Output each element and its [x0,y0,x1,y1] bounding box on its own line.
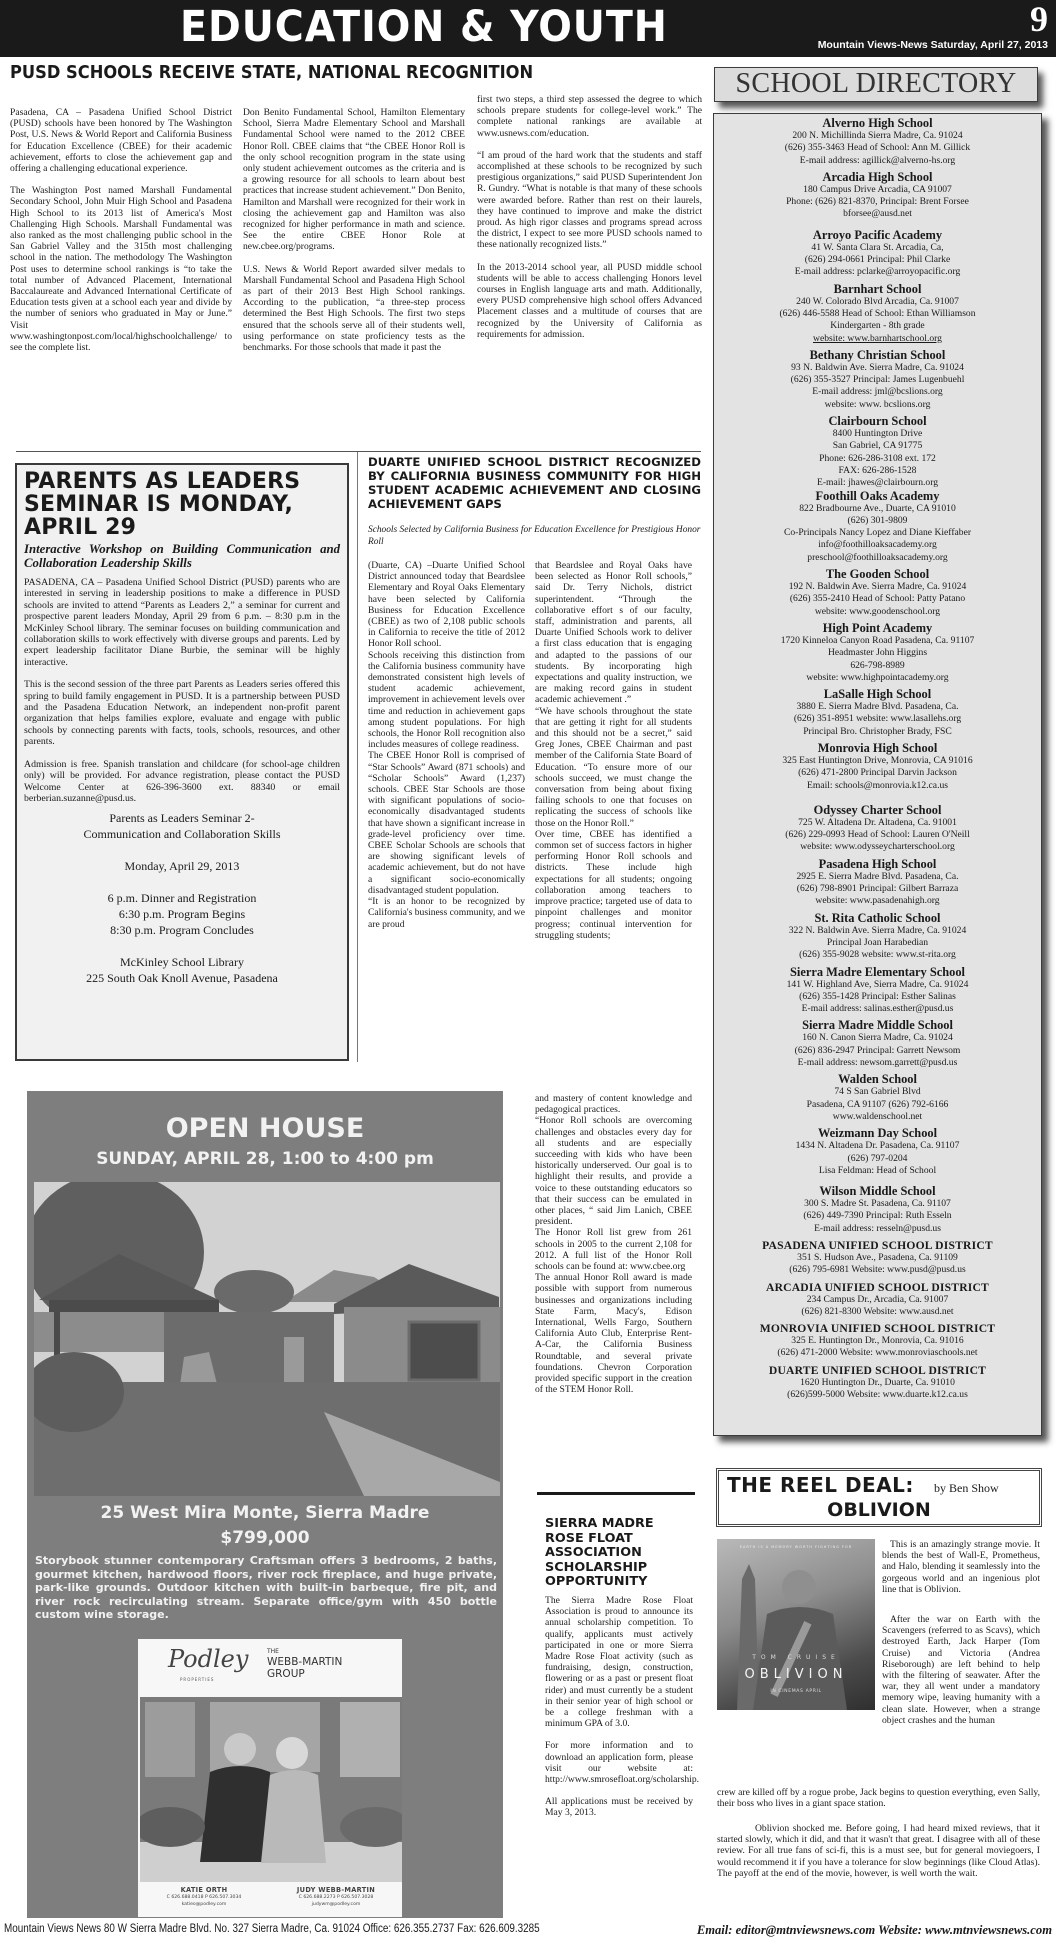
group-name-line2: GROUP [267,1668,305,1680]
school-entry [714,1019,1041,1069]
school-entry [714,858,1041,908]
school-name: Weizmann Day School [817,1126,938,1141]
school-name: Walden School [838,1072,917,1087]
school-entry [714,283,1041,345]
school-info: 325 East Huntington Drive, Monrovia, CA 91016 [782,754,973,766]
school-website: www.waldenschool.net [832,1110,923,1122]
paragraph: U.S. News & World Report awarded silver medals to Marshall Fundamental School and Pasadena High School as part of their 2013 Best High School rankings. According to the publication, “a three-step process determined the Best High Schools. The first two steps ensured that the schools serve all of their students well, using performance on state proficiency tests as the benchmarks. For those schools that made it past the [243,263,465,354]
paragraph: Admission is free. Spanish translation and childcare (for school-age children only) will be provided. For advance registration, please contact the PUSD Welcome Center at 626-396-3600 ext. 88340 or email berberian.suzanne@pusd.us. [24,758,340,804]
school-info: (626) 351-8951 website: www.lasallehs.org [793,713,962,725]
pusd-article-col1 [10,107,232,353]
district-name: ARCADIA UNIFIED SCHOOL DISTRICT [766,1280,989,1294]
agents-photo [140,1697,402,1882]
review-paragraph-continued: crew are killed off by a rogue probe, Jack begins to question everything, even Sally, their boss who lives in a giant space station. [717,1787,1040,1810]
agent-name: KATIE ORTH [180,1886,228,1894]
school-website: website: www.pasadenahigh.org [815,895,940,907]
footer-contact: Mountain Views News 80 W Sierra Madre Blvd. No. 327 Sierra Madre, Ca. 91024 Office: 626.355.2737 Fax: 626.609.3285 [4,1923,540,1935]
paragraph: and mastery of content knowledge and pedagogical practices. [535,1093,692,1116]
paragraph: that Beardslee and Royal Oaks have been selected as Honor Roll schools,” said Dr. Terry Nichols, district superintendent. “Through the collaborative effort s of our faculty, staff, administration and parents, all Duarte Unified Schools work to deliver a first class education that is engaging and adapted to the passions of our students. By incorporating high expectations and quality instruction, we are making record gains in student academic achievement .” [535,560,692,706]
school-entry [714,622,1041,684]
parents-body [24,577,340,804]
school-info: (626) 355-1428 Principal: Esther Salinas [799,990,956,1002]
school-email: info@foothilloaksacademy.org [818,539,937,551]
parents-subtitle: Interactive Workshop on Building Communication and Collaboration Leadership Skills [24,542,340,570]
duarte-headline: DUARTE UNIFIED SCHOOL DISTRICT RECOGNIZED BY CALIFORNIA BUSINESS COMMUNITY FOR HIGH STUDENT ACADEMIC ACHIEVEMENT AND CLOSING ACHIEVEMENT GAPS [368,455,701,511]
reel-deal-title: THE REEL DEAL: [727,1473,914,1497]
agent-name: JUDY WEBB-MARTIN [296,1886,376,1894]
house-photo [34,1182,500,1496]
school-email: E-mail: jhawes@clairbourn.org [816,477,939,489]
paragraph: This is the second session of the three part Parents as Leaders series offered this spring to build family engagement in PUSD. It is a partnership between PUSD and the Pasadena Education Network, an independent non-profit parent organization that helps families explore, evaluate and engage with public schools by connecting parents with facts, tools, schools, resources, and other parents. [24,679,340,748]
school-info: (626) 355-3527 Principal: James Lugenbuehl [790,374,965,386]
district-info: 325 E. Huntington Dr., Monrovia, Ca. 91016 [791,1335,964,1347]
district-name: MONROVIA UNIFIED SCHOOL DISTRICT [759,1322,996,1336]
school-email: E-mail address: pclarke@arroyopacific.org [794,266,961,278]
school-name: Odyssey Charter School [813,802,942,817]
event-date: Monday, April 29, 2013 [124,859,240,874]
school-entry [714,1185,1041,1235]
school-info: (626) 449-7390 Principal: Ruth Esseln [803,1210,952,1222]
school-info: (626) 355-9028 website: www.st-rita.org [799,949,956,961]
paragraph: “Honor Roll schools are overcoming challenges and obstacles every day for all students and are especially succeeding with kids who have been historically underserved. Our goal is to highlight their results, and provide a voice to these outstanding educators so that their success can be emulated in other places, “ said Jim Lanich, CBEE president. [535,1115,692,1228]
school-name: Clairbourn School [828,414,927,429]
school-info: 141 W. Highland Ave, Sierra Madre, Ca. 91024 [786,978,969,990]
footer-web-links[interactable]: Email: editor@mtnviewsnews.com Website: www.mtnviewsnews.com [696,1923,1052,1937]
poster-title: OBLIVION [744,1667,848,1682]
school-info: 41 W. Santa Clara St. Arcadia, Ca, [811,241,944,253]
school-info: San Gabriel, CA 91775 [832,440,923,452]
school-name: Sierra Madre Middle School [802,1018,953,1033]
school-entry [714,804,1041,854]
school-info: Phone: (626) 821-8370, Principal: Brent Forsee [786,196,969,208]
property-price: $799,000 [220,1528,310,1548]
school-name: Arcadia High School [822,169,933,184]
poster-tagline: EARTH IS A MEMORY WORTH FIGHTING FOR [739,1545,853,1549]
horizontal-divider [16,451,701,452]
district-info: (626)599-5000 Website: www.duarte.k12.ca.us [787,1389,968,1401]
district-info: 234 Campus Dr., Arcadia, Ca. 91007 [806,1293,949,1305]
group-name-line1: WEBB-MARTIN [267,1656,343,1668]
school-info: 93 N. Baldwin Ave. Sierra Madre, Ca. 91024 [791,361,964,373]
district-name: PASADENA UNIFIED SCHOOL DISTRICT [762,1239,993,1252]
school-entry [714,912,1041,962]
section-divider [537,1492,695,1495]
poster-figure-icon [717,1539,875,1710]
school-info: Principal Joan Harabedian [826,936,929,948]
school-info: FAX: 626-286-1528 [838,464,917,476]
agents-illustration-icon [140,1697,402,1882]
paragraph: first two steps, a third step assessed the degree to which schools prepare students for college-level work.” The complete national rankings are available at www.usnews.com/education. [477,94,702,139]
event-address: 225 South Oak Knoll Avenue, Pasadena [86,971,278,986]
review-paragraph: After the war on Earth with the Scavengers (referred to as Scavs), which destroyed Earth, Jack Harper (Tom Cruise) and Victoria (Andrea Riseborough) are left behind to help with the filtering of seawater. After the war, they all went under a mandatory memory wipe, leaving humanity with a clean slate. However, when a strange object crashes and the human [882,1614,1040,1726]
agent-card [138,1639,402,1917]
paragraph: Don Benito Fundamental School, Hamilton Elementary School, Sierra Madre Elementary School and Marshall Fundamental School were named to the 2012 CBEE Honor Roll. CBEE claims that “the CBEE Honor Roll is the only school recognition program in the state using only student achievement outcomes as the criteria and is a growing resource for all schools to learn about best practices that increase student achievement.” Don Benito, Hamilton and Marshall were recognized for their work in closing the achievement gap and Hamilton was also recognized for higher performance in math and science. See the entire CBEE Honor Role at new.cbee.org/programs. [243,107,465,253]
school-info: (626) 355-2410 Head of School: Patty Patano [789,593,966,605]
school-info: Co-Principals Nancy Lopez and Diane Kieffaber [783,527,972,539]
school-email: E-mail address: jml@bcslions.org [812,386,943,398]
school-info: (626) 836-2947 Principal: Garrett Newsom [794,1044,961,1056]
group-name [267,1656,342,1680]
paragraph: PASADENA, CA – Pasadena Unified School District (PUSD) parents who are interested in serving in leadership positions to make a difference in PUSD schools are invited to attend “Parents as Leaders 2,” a seminar for current and prospective parent leaders Monday, April 29 from 6 p.m. – 8:30 p.m in the McKinley School library. The seminar focuses on building communication and collaboration skills to work effectively with diverse groups and parents. Led by expert leadership facilitator Diane Burbie, the seminar will be highly interactive. [24,577,340,668]
paragraph: The CBEE Honor Roll is comprised of “Star Schools” Award (871 schools) and “Scholar Schools” Award (1,237) schools. CBEE Star Schools are those with significant populations of socio-economically disadvantaged students that have shown a significant increase in grade-level proficiency over time. CBEE Scholar Schools are schools that are showing significant levels of academic achievement, but do not have a significant socio-economically disadvantaged student population. [368,750,525,896]
district-entry [714,1322,1041,1360]
agent-email[interactable]: judywm@podley.com [311,1902,361,1907]
parents-as-leaders-box [15,463,349,1061]
district-info: (626) 471-2000 Website: www.monroviaschools.net [777,1347,978,1359]
school-entry [714,117,1041,167]
paragraph: Pasadena, CA – Pasadena Unified School District (PUSD) schools have been honored by The Washington Post, U.S. News & World Report and California Business for Education Excellence (CBEE) for their academic achievement, efforts to close the achievement gap and offering a challenging educational experience. [10,107,232,175]
school-entry [714,966,1041,1016]
school-name: Sierra Madre Elementary School [790,964,965,979]
school-name: LaSalle High School [823,687,932,702]
paragraph: The Sierra Madre Rose Float Association is proud to announce its annual scholarship competition. To qualify, applicants must actively participated in one or more Sierra Madre Rose Float activity (such as fundraising, design, construction, flowering or as a past or present float rider) and must currently be a student in their senior year of high school or be a college freshman with a minimum GPA of 3.0. [545,1595,693,1730]
school-website: website: www.odysseycharterschool.org [800,841,955,853]
paragraph: The Washington Post named Marshall Fundamental Secondary School, John Muir High School and Pasadena High School to its 2013 list of America's Most Challenging High Schools. Marshall Fundamental was also ranked as the most challenging public school in the San Gabriel Valley and the 315th most challenging school in the nation. The methodology The Washington Post uses to determine school rankings is “to take the total number of Advanced Placement, International Baccalaureate and Advanced International Certificate of Education tests given at a school each year and divide by the number of seniors who graduated in May or June.” Visit www.washingtonpost.com/local/highschoolchallenge/ to see the complete list. [10,185,232,354]
duarte-article-col1 [368,560,525,930]
property-address: 25 West Mira Monte, Sierra Madre [100,1503,430,1523]
agent-phones: C 626.688.0418 P 626.507.3034 [166,1895,242,1900]
school-info: 8400 Huntington Drive [832,428,923,440]
school-info: 2925 E. Sierra Madre Blvd. Pasadena, Ca. [796,870,959,882]
movie-title: OBLIVION [827,1499,931,1521]
duarte-subtitle: Schools Selected by California Business for Education Excellence for Prestigious Honor Roll [368,525,701,547]
school-name: Arroyo Pacific Academy [812,227,943,242]
school-name: Monrovia High School [817,740,938,755]
school-website-link[interactable]: website: www.barnhartschool.org [813,332,942,344]
school-info: Principal Bro. Christopher Brady, FSC [803,725,952,737]
school-entry [714,229,1041,279]
podley-logo: Podley [168,1645,249,1673]
school-info: (626) 446-5588 Head of School: Ethan Williamson [779,307,976,319]
school-directory-list [713,113,1042,1436]
page-number: 9 [1030,0,1048,39]
district-info: (626) 795-6981 Website: www.pusd@pusd.us [789,1264,966,1276]
school-email: bforsee@ausd.net [843,208,912,220]
rose-float-body [545,1595,700,1819]
school-entry [714,1073,1041,1123]
pusd-headline: PUSD SCHOOLS RECEIVE STATE, NATIONAL RECOGNITION [10,63,534,83]
district-info: 351 S. Hudson Ave., Pasadena, Ca. 91109 [797,1252,958,1263]
reel-deal-byline: by Ben Show [934,1481,999,1495]
paragraph: The Honor Roll list grew from 261 schools in 2005 to the current 2,108 for 2012. A full list of the Honor Roll schools can be found at: www.cbee.org [535,1227,692,1273]
event-schedule-item: 6:30 p.m. Program Begins [118,907,246,922]
reel-deal-header [716,1468,1042,1527]
paragraph: Over time, CBEE has identified a common set of success factors in higher performing Honor Roll schools and districts. These include high expectations for all students; ongoing collaboration among teachers to improve practice; targeted use of data to pinpoint challenges and monitor progress; continual intervention for struggling students; [535,828,692,941]
school-info: 160 N. Canon Sierra Madre, Ca. 91024 [802,1032,953,1044]
school-info: 322 N. Baldwin Ave. Sierra Madre, Ca. 91024 [788,924,967,936]
school-entry [714,568,1041,618]
school-name: Barnhart School [833,281,922,296]
agent-katie-orth [138,1886,270,1908]
paragraph: (Duarte, CA) –Duarte Unified School District announced today that Beardslee Elementary and Royal Oaks Elementary have been selected by California Business for Education Excellence (CBEE) as two of 2,108 public schools in California to receive the title of 2012 Honor Roll school. [368,560,525,650]
poster-release: IN CINEMAS APRIL [770,1689,822,1694]
school-info: Headmaster John Higgins [827,647,928,659]
school-name: St. Rita Catholic School [814,910,941,925]
district-entry [714,1281,1041,1319]
school-name: Alverno High School [822,116,933,130]
school-info: (626) 301-9809 [847,514,908,526]
open-house-ad [27,1091,503,1918]
event-schedule-item: 6 p.m. Dinner and Registration [107,891,257,906]
district-info: 1620 Huntington Dr., Duarte, Ca. 91010 [800,1376,955,1388]
district-entry [714,1364,1041,1402]
vertical-divider [357,452,358,1062]
section-title: EDUCATION & YOUTH [180,2,668,52]
school-info: (626) 798-8901 Principal: Gilbert Barraza [796,883,959,895]
paragraph: For more information and to download an application form, please visit our website at: http://www.smrosefloat.org/scholarship. [545,1740,700,1786]
school-info: Phone: 626-286-3108 ext. 172 [819,452,936,464]
paragraph: “I am proud of the hard work that the students and staff accomplished at these schools to be recognized by such prestigious organizations,” said PUSD Superintendent Jon R. Gundry. “What is notable is that many of these schools were awarded before. Rather than rest on their laurels, they have continued to improve and make the district proud. As high rigor classes and programs spread across the district, I expect to see more PUSD schools named to these nationally recognized lists.” [477,149,702,251]
school-name: High Point Academy [822,620,933,635]
district-info: (626) 821-8300 Website: www.ausd.net [801,1305,954,1317]
school-entry [714,349,1041,411]
duarte-article-col2 [535,560,692,941]
open-house-title: OPEN HOUSE [165,1113,365,1144]
paragraph: The annual Honor Roll award is made possible with support from numerous businesses and organizations including State Farm, Macy's, Edison International, Wells Fargo, Southern California Auto Club, Enterprise Rent-A-Car, the California Business Roundtable, and several private foundations. Chevron Corporation provided specific support in the creation of the STEM Honor Roll. [535,1272,692,1396]
pusd-article-col2 [243,107,465,353]
school-info: 300 S. Madre St. Pasadena, Ca. 91107 [804,1198,951,1210]
school-name: Bethany Christian School [809,347,946,362]
paper-date: Mountain Views-News Saturday, April 27, 2013 [817,39,1048,51]
poster-actor: TOM CRUISE [752,1654,840,1661]
school-email: E-mail address: agillick@alverno-hs.org [799,154,956,166]
paragraph: “It is an honor to be recognized by California's business community, and we are proud [368,896,525,930]
school-info: 1720 Kinneloa Canyon Road Pasadena, Ca. 91107 [780,634,975,646]
school-directory-title: SCHOOL DIRECTORY [714,67,1038,102]
school-email: E-mail address: salinas.esther@pusd.us [801,1003,954,1015]
group-the: THE [267,1648,279,1655]
school-info: (626) 355-3463 Head of School: Ann M. Gillick [784,142,971,154]
parents-title: PARENTS AS LEADERS SEMINAR IS MONDAY, APRIL 29 [24,469,301,540]
school-info: 200 N. Michillinda Sierra Madre, Ca. 91024 [792,130,963,141]
school-info: Pasadena, CA 91107 (626) 792-6166 [806,1098,949,1110]
house-illustration-icon [34,1182,500,1496]
school-entry [714,1127,1041,1177]
school-email: Email: schools@monrovia.k12.ca.us [807,779,948,791]
paragraph: All applications must be received by May 3, 2013. [545,1796,693,1819]
school-info: 626-798-8989 [850,659,905,671]
school-info: (626) 471-2800 Principal Darvin Jackson [798,767,957,779]
school-name: Pasadena High School [818,856,937,871]
school-info: 192 N. Baldwin Ave. Sierra Madre, Ca. 91024 [788,581,967,593]
school-name: Foothill Oaks Academy [815,488,940,503]
school-info: 1434 N. Altadena Dr. Pasadena, Ca. 91107 [795,1140,960,1152]
pusd-article-col3 [477,94,702,340]
movie-poster [717,1539,875,1710]
district-entry [714,1239,1041,1277]
event-venue: McKinley School Library [120,955,244,970]
district-name: DUARTE UNIFIED SCHOOL DISTRICT [768,1363,987,1377]
event-name-line1: Parents as Leaders Seminar 2- [109,811,255,826]
school-info: 74 S San Gabriel Blvd [834,1086,921,1098]
agent-email[interactable]: katieo@podley.com [181,1902,227,1907]
school-website: website: www.goodenschool.org [814,605,941,617]
school-info: (626) 797-0204 [847,1152,908,1164]
school-email: preschool@foothilloaksacademy.org [807,551,948,563]
school-name: The Gooden School [825,567,930,582]
school-entry [714,490,1041,564]
school-entry [714,742,1041,792]
property-description: Storybook stunner contemporary Craftsman offers 3 bedrooms, 2 baths, gourmet kitchen, hardwood floors, river rock fireplace, and huge private, park-like grounds. Outdoor kitchen with built-in barbeque, fire pit, and river rock recirculating stream. Separate office/gym with 450 bottle custom wine storage. [35,1554,497,1621]
school-info: 180 Campus Drive Arcadia, CA 91007 [803,183,952,195]
school-info: 240 W. Colorado Blvd Arcadia, Ca. 91007 [796,295,959,307]
school-entry [714,415,1041,489]
paragraph: “We have schools throughout the state that are getting it right for all students and this should not be a secret,” said Greg Jones, CBEE Chairman and past member of the California State Board of Education. “To ensure more of our schools succeed, we must change the conversation from being about fixing failing schools to one that focuses on replicating the success of schools like those on the Honor Roll.” [535,705,692,829]
school-name: Wilson Middle School [819,1184,936,1199]
masthead-bar [0,0,1056,57]
school-info: (626) 229-0993 Head of School: Lauren O'Neill [785,829,970,841]
school-info: 822 Bradbourne Ave., Duarte, CA 91010 [799,502,956,514]
review-paragraph: Oblivion shocked me. Before going, I had heard mixed reviews, that it started slowly, which it did, and that it wasn't that great. I disagree with all of these review. For all true fans of sci-fi, this is a must see, but for general moviegoers, I would recommend it if you have a tolerance for slow beginnings (like Cloud Atlas). The payoff at the end of the movie, however, is well worth the wait. [717,1823,1040,1879]
school-info: Kindergarten - 8th grade [830,320,925,332]
agent-phones: C 626.688.2273 P 626.507.3028 [298,1895,374,1900]
page-footer [0,1922,1056,1941]
school-info: (626) 294-0661 Principal: Phil Clarke [804,254,951,266]
school-website: website: www.highpointacademy.org [806,671,949,683]
school-email-link[interactable]: E-mail address: resseln@pusd.us [814,1222,941,1234]
school-entry [714,688,1041,738]
school-website: website: www. bcslions.org [824,398,931,410]
rose-float-headline: SIERRA MADRE ROSE FLOAT ASSOCIATION SCHOLARSHIP OPPORTUNITY [545,1516,654,1589]
paragraph: In the 2013-2014 school year, all PUSD middle school students will be able to access challenging Honors level courses in English language arts and math. Additionally, every PUSD comprehensive high school offers Advanced Placement classes and a multitude of courses that are recognized by the University of California as requirements for admission. [477,261,702,340]
school-entry [714,171,1041,221]
school-info: Lisa Feldman: Head of School [818,1164,937,1176]
school-info: 3880 E. Sierra Madre Blvd. Pasadena, Ca. [796,701,959,713]
review-paragraph: This is an amazingly strange movie. It blends the best of Wall-E, Prometheus, and Halo, blending it seamlessly into the gorgeous world and an ingenious plot line that is Oblivion. [882,1539,1040,1595]
event-schedule-item: 8:30 p.m. Program Concludes [110,923,254,938]
school-email: E-mail address: newsom.garrett@pusd.us [797,1057,958,1069]
agent-judy-webb-martin [270,1886,402,1908]
event-details [24,810,340,986]
paragraph: Schools receiving this distinction from the California business community have demonstrated consistent high levels of student academic achievement, improvement in achievement levels over time and reduction in achievement gaps among student populations. For high schools, the Honor Roll recognition also includes measures of college readiness. [368,649,525,751]
duarte-article-col2-continued [535,1093,692,1395]
school-info: 725 W. Altadena Dr. Altadena, Ca. 91001 [798,816,957,828]
event-name-line2: Communication and Collaboration Skills [83,827,281,842]
open-house-date: SUNDAY, APRIL 28, 1:00 to 4:00 pm [96,1149,434,1169]
podley-logo-sub: PROPERTIES [180,1677,215,1682]
